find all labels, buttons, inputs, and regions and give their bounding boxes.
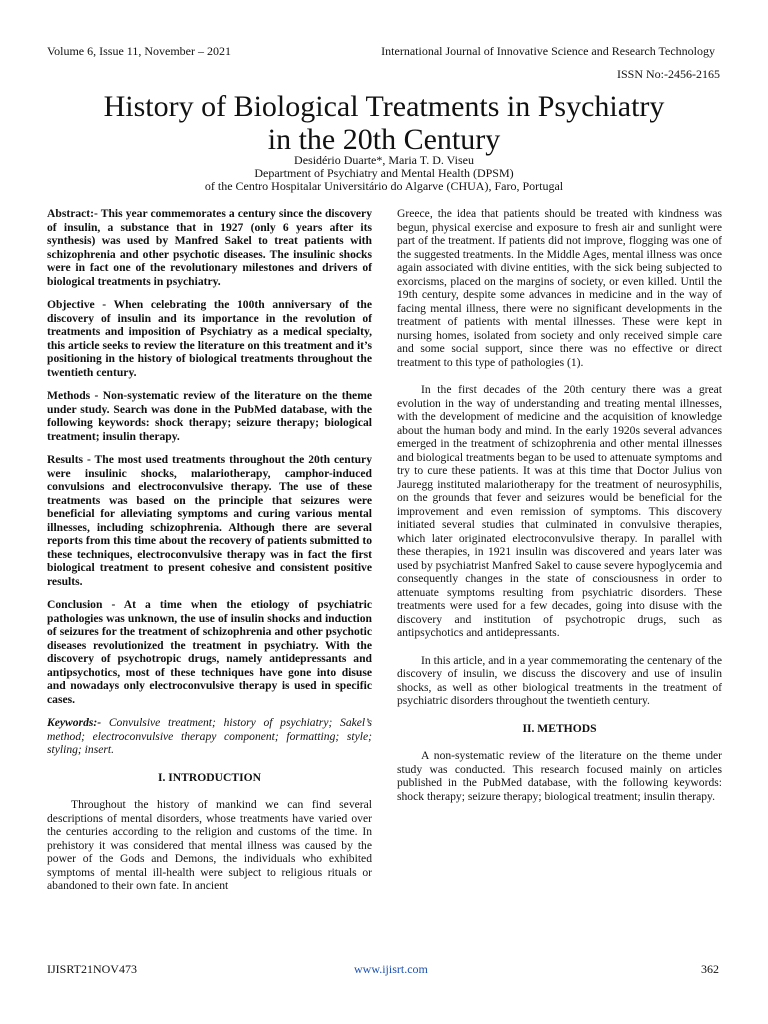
affiliation-line-2: of the Centro Hospitalar Universitário do Algarve (CHUA), Faro, Portugal — [204, 179, 564, 193]
page-number: 362 — [701, 962, 719, 976]
authors: Desidério Duarte*, Maria T. D. Viseu — [294, 153, 474, 167]
section-heading-introduction: I. INTRODUCTION — [157, 770, 262, 784]
intro-paragraph: Throughout the history of mankind we can find several descriptions of mental disorders, whose treatments have varied over the centuries according to the religion and customs of the time. In prehistory it was considered that mental illness was caused by the power of the Gods and Demons, the individuals who exhibited symptoms of mental ill-health were subject to religious rituals or abandoned to their own fate. In ancient — [47, 798, 372, 892]
footer-website-link[interactable]: www.ijisrt.com — [354, 962, 428, 976]
volume-issue: Volume 6, Issue 11, November – 2021 — [47, 44, 231, 58]
intro-paragraph-continued: Greece, the idea that patients should be treated with kindness was begun, physical exercise and exposure to fresh air and sunlight were part of the treatment. If patients did not improve, flogging was one of the suggested treatments. In the Middle Ages, mental illness was once again associated with divine entities, with the sick being subjected to exorcisms, placed on the margins of society, or even killed. Until the 19th century, despite some advances in medicine and in the way of facing mental illness, there were no significant developments in the treatment of patients with mental illnesses. These were kept in nursing homes, isolated from society and only received simple care and some social support, since there was no effective or direct treatment to this type of pathologies (1). — [397, 207, 722, 369]
author-block — [0, 154, 768, 193]
intro-paragraph-2: In the first decades of the 20th century there was a great evolution in the way of understanding and treating mental illnesses, with the development of medicine and the acquisition of knowledge about the human body and mind. In the early 1920s several advances emerged in the treatment of schizophrenia and other mental illnesses and biological treatments began to be used to attenuate symptoms and try to cure these patients. It was at this time that Doctor Julius von Jauregg instituted malariotherapy for the treatment of neurosyphilis, on the grounds that fever and seizures would be beneficial for the improvement and even remission of symptoms. This discovery initiated several studies that culminated in convulsive therapies, which later originated electroconvulsive therapy. In parallel with these therapies, in 1921 insulin was discovered and years later was used by psychiatrist Manfred Sakel to cause severe hypoglycemia and consequently changes in the state of consciousness in order to attenuate symptoms resulting from psychiatric disorders. These treatments were used for a few decades, going into disuse with the discovery and institution of psychotropic drugs, such as antipsychotics and antidepressants. — [397, 383, 722, 639]
affiliation-line-1: Department of Psychiatry and Mental Health (DPSM) — [254, 166, 514, 180]
intro-paragraph-3: In this article, and in a year commemorating the centenary of the discovery of insulin, we discuss the discovery and use of insulin shocks, as well as other biological treatments in the treatment of psychiatric disorders throughout the twentieth century. — [397, 653, 722, 707]
keywords — [47, 716, 372, 757]
section-heading-methods: II. METHODS — [522, 721, 597, 735]
right-column — [397, 207, 722, 813]
results: Results - The most used treatments throughout the 20th century were insulinic shocks, malariotherapy, camphor-induced convulsions and electroconvulsive therapy. The use of these treatments was based on the principle that seizures were beneficial for alleviating symptoms and curing various mental illnesses, including schizophrenia. Although there are several reports from this time about the recovery of patients submitted to these techniques, electroconvulsive therapy was in fact the first biological treatment to present cohesive and consistent positive results. — [47, 453, 372, 588]
issn: ISSN No:-2456-2165 — [616, 67, 720, 81]
conclusion: Conclusion - At a time when the etiology of psychiatric pathologies was unknown, the use of insulin shocks and induction of seizures for the treatment of schizophrenia and other psychotic diseases revolutionized the treatment in psychiatry. With the discovery of psychotropic drugs, namely antidepressants and antipsychotics, most of these techniques have gone into disuse and nowadays only electroconvulsive therapy is used in specific cases. — [47, 598, 372, 706]
title-line-2: in the 20th Century — [267, 123, 501, 156]
keywords-label: Keywords:- — [47, 716, 102, 729]
objective: Objective - When celebrating the 100th anniversary of the discovery of insulin and its importance in the revolution of treatments and imposition of Psychiatry as a medical specialty, this article seeks to review the literature on this treatment and it’s positioning in the history of biological treatments throughout the twentieth century. — [47, 298, 372, 379]
methods-paragraph: A non-systematic review of the literature on the theme under study was conducted. This research focused mainly on articles published in the PubMed database, with the following keywords: shock therapy; seizure therapy; biological treatment; insulin therapy. — [397, 749, 722, 803]
footer-paper-code: IJISRT21NOV473 — [47, 962, 137, 976]
left-column — [47, 207, 372, 903]
methods-abstract: Methods - Non-systematic review of the literature on the theme under study. Search was done in the PubMed database, with the following keywords: shock therapy; seizure therapy; biological treatment; insulin therapy. — [47, 389, 372, 443]
journal-name: International Journal of Innovative Science and Research Technology — [381, 44, 715, 58]
keywords-text: Convulsive treatment; history of psychiatry; Sakel’s method; electroconvulsive therapy component; formatting; style; styling; insert. — [47, 716, 373, 756]
title-line-1: History of Biological Treatments in Psychiatry — [103, 90, 665, 123]
paper-title — [0, 90, 768, 156]
abstract: Abstract:- This year commemorates a century since the discovery of insulin, a substance that in 1927 (only 6 years after its synthesis) was used by Manfred Sakel to treat patients with schizophrenia and other psychotic diseases. The insulinic shocks were in fact one of the revolutionary milestones and drivers of biological treatments in psychiatry. — [47, 207, 372, 288]
